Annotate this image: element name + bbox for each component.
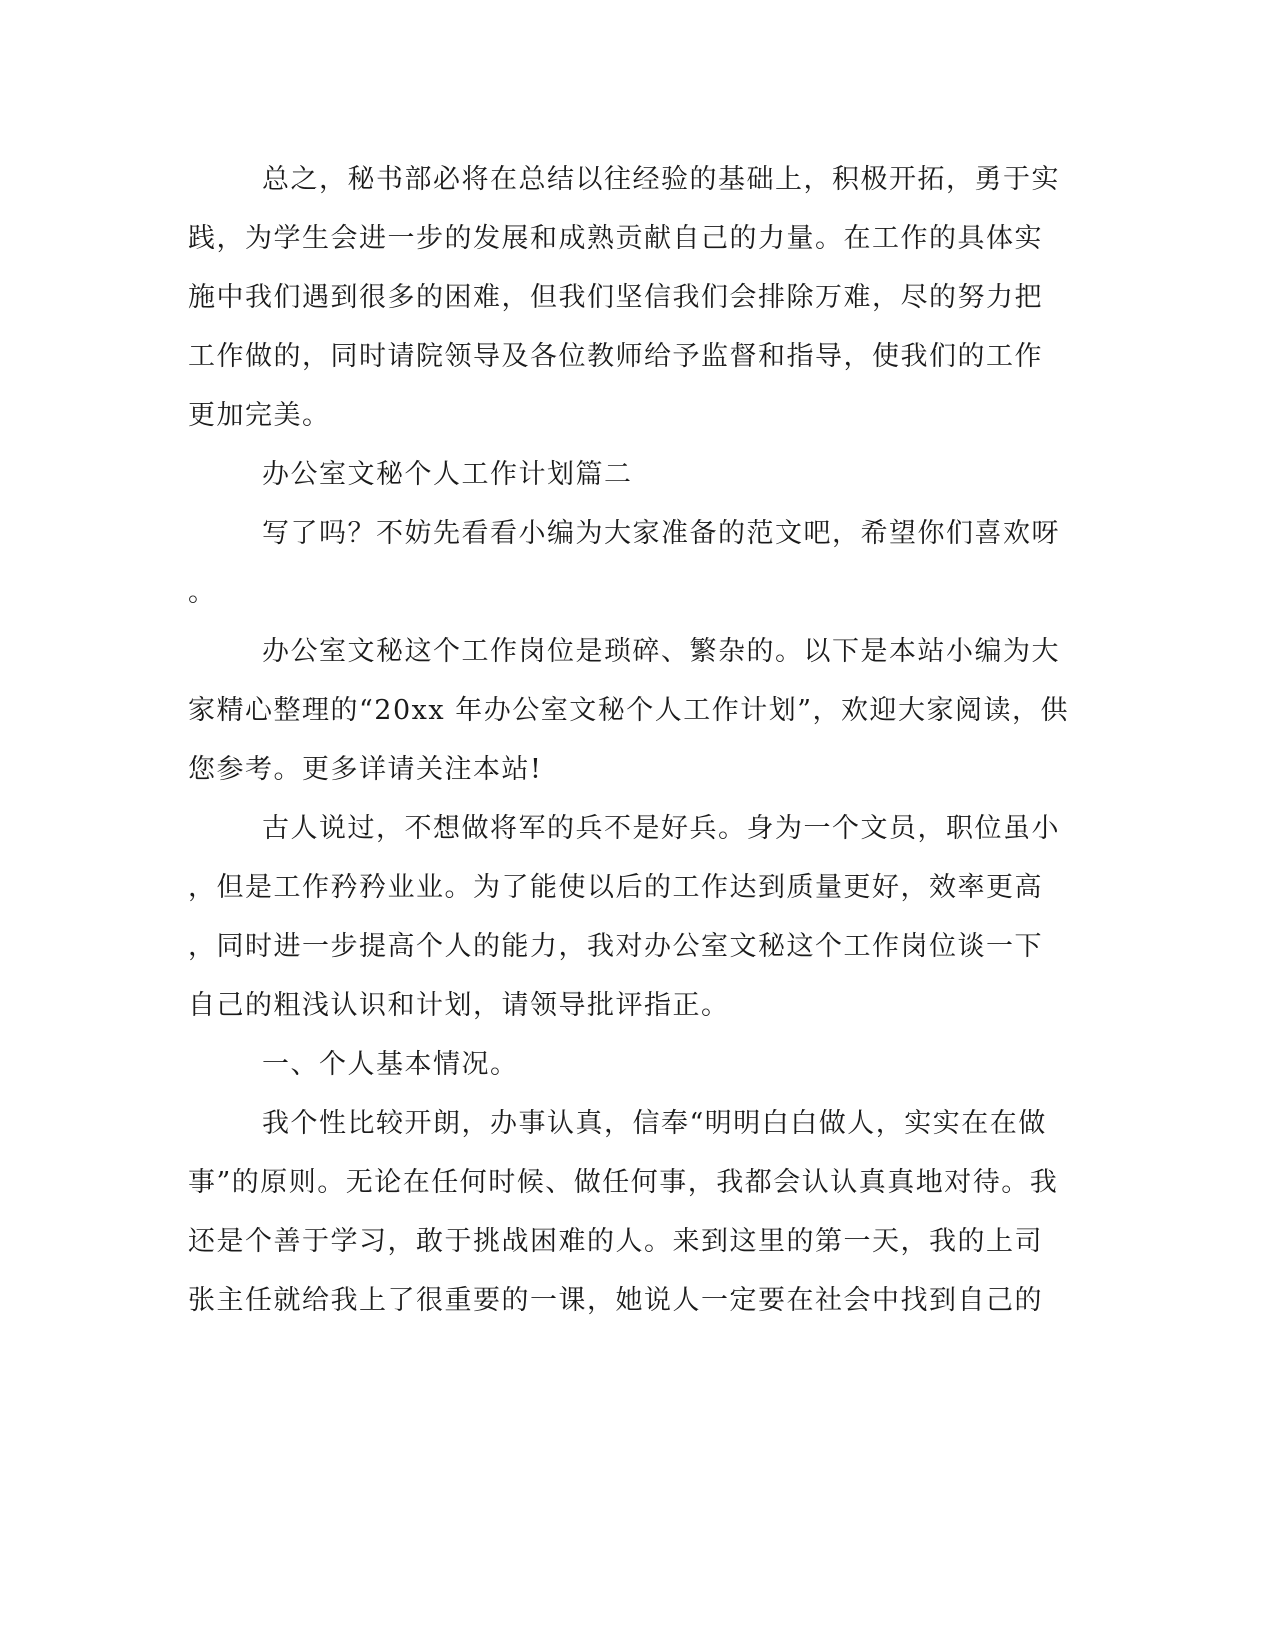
text-line: 还是个善于学习，敢于挑战困难的人。来到这里的第一天，我的上司 <box>188 1226 1043 1257</box>
text-line: 更加完美。 <box>188 400 331 431</box>
text-line: 办公室文秘这个工作岗位是琐碎、繁杂的。以下是本站小编为大 <box>262 636 1060 667</box>
text-line: 践，为学生会进一步的发展和成熟贡献自己的力量。在工作的具体实 <box>188 223 1043 254</box>
text-line: 总之，秘书部必将在总结以往经验的基础上，积极开拓，勇于实 <box>262 164 1060 195</box>
text-line: 张主任就给我上了很重要的一课，她说人一定要在社会中找到自己的 <box>188 1285 1043 1316</box>
text-line: 我个性比较开朗，办事认真，信奉“明明白白做人，实实在在做 <box>262 1108 1047 1139</box>
section-heading: 办公室文秘个人工作计划篇二 <box>262 459 633 490</box>
text-line: 您参考。更多详请关注本站! <box>188 754 543 785</box>
text-line: 施中我们遇到很多的困难，但我们坚信我们会排除万难，尽的努力把 <box>188 282 1043 313</box>
text-line: 家精心整理的“20xx 年办公室文秘个人工作计划”，欢迎大家阅读，供 <box>188 695 1069 726</box>
text-line: 写了吗？不妨先看看小编为大家准备的范文吧，希望你们喜欢呀 <box>262 518 1060 549</box>
text-line: 古人说过，不想做将军的兵不是好兵。身为一个文员，职位虽小 <box>262 813 1060 844</box>
text-line: 。 <box>188 577 217 608</box>
text-line: ，但是工作矜矜业业。为了能使以后的工作达到质量更好，效率更高 <box>188 872 1043 903</box>
text-line: 事”的原则。无论在任何时候、做任何事，我都会认认真真地对待。我 <box>188 1167 1059 1198</box>
section-heading: 一、个人基本情况。 <box>262 1049 519 1080</box>
text-line: 工作做的，同时请院领导及各位教师给予监督和指导，使我们的工作 <box>188 341 1043 372</box>
text-line: ，同时进一步提高个人的能力，我对办公室文秘这个工作岗位谈一下 <box>188 931 1043 962</box>
text-line: 自己的粗浅认识和计划，请领导批评指正。 <box>188 990 730 1021</box>
